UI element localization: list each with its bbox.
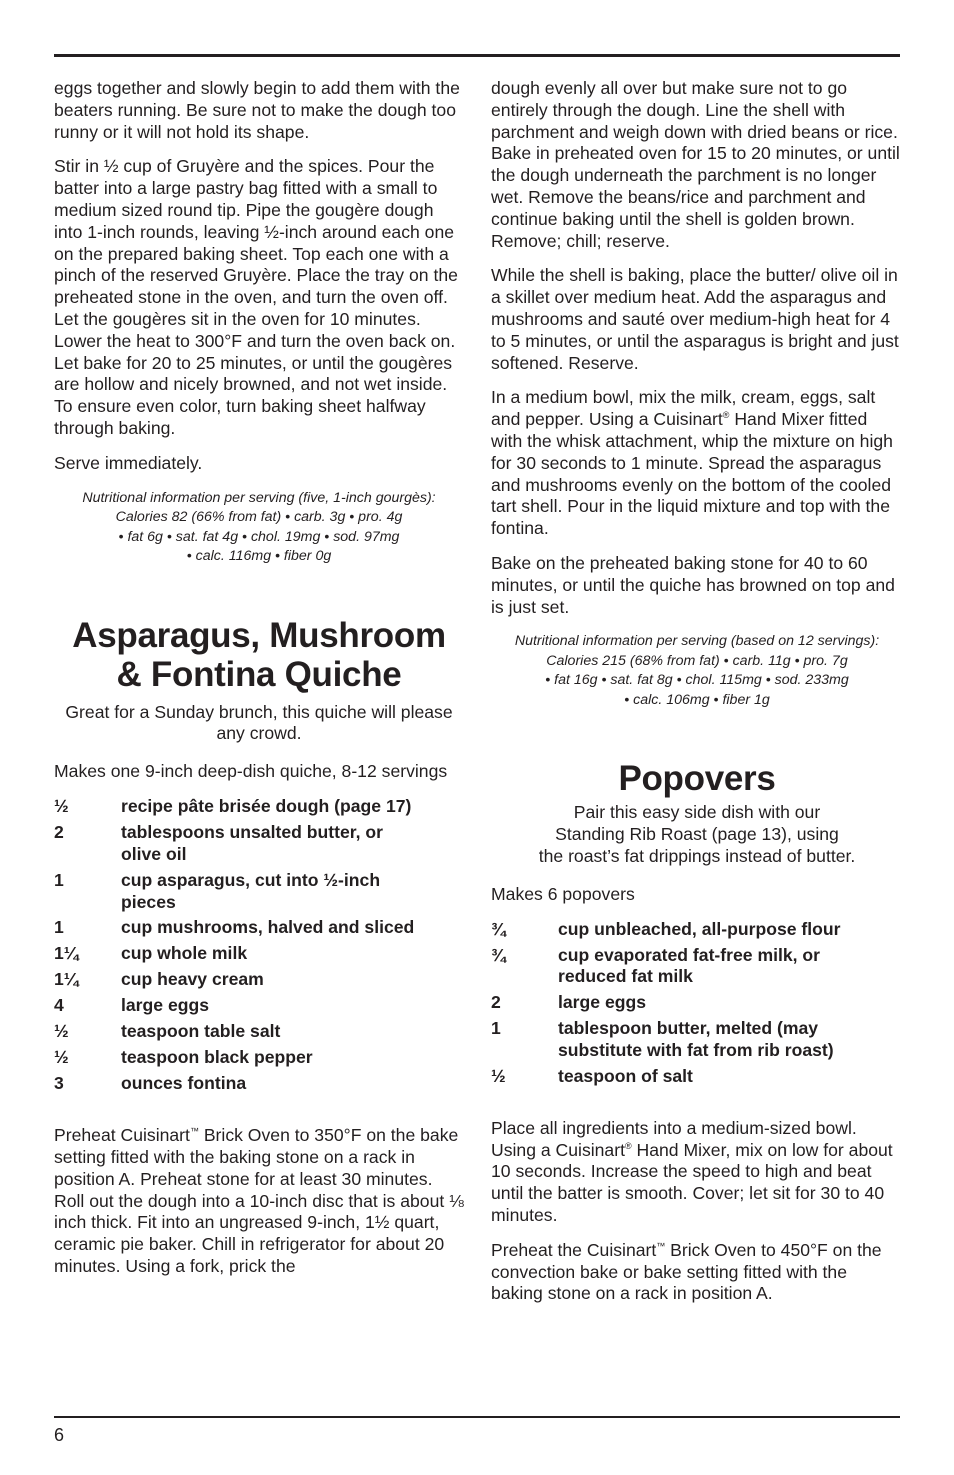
step-text: Place all ingredients into a medium-sized bowl. Using a Cuisinart (491, 1117, 857, 1160)
step-text: Preheat the Cuisinart (491, 1239, 657, 1260)
popovers-intro (491, 802, 903, 867)
gougere-serve-paragraph: Serve immediately. (54, 452, 203, 473)
registered-mark: ® (722, 410, 730, 421)
ingredient-quantity: 1¼ (54, 969, 79, 990)
ingredient-row (491, 1018, 903, 1062)
intro-line: Standing Rib Roast (page 13), using (555, 824, 839, 845)
quiche-title-line: & Fontina Quiche (116, 654, 402, 694)
ingredient-quantity: ½ (54, 795, 69, 816)
step-text: Brick Oven to 350°F on the bake setting fitted with the baking stone on a rack in position A. Preheat stone for at least 30 minutes. Roll out the dough into a 10-inch disc that is about ⅛ inch thick. Fit into an ungreased 9-inch, 1½ quart, ceramic pie baker. Chill in refrigerator for about 20 minutes. Using a fork, prick the (54, 1125, 464, 1276)
quiche-step-paragraph: While the shell is baking, place the butter/ olive oil in a skillet over medium heat. Add the asparagus and mushrooms and sauté over medium-high heat for 4 to 5 minutes, or until the asparagus is bright and just softened. Reserve. (491, 265, 899, 373)
quiche-ingredient-list (54, 796, 464, 1095)
ingredient-row (54, 917, 464, 939)
ingredient-quantity: 1 (491, 1018, 501, 1039)
quiche-step-paragraph: dough evenly all over but make sure not to go entirely through the dough. Line the shell with parchment and weigh down with dried beans or rice. Bake in preheated oven for 15 to 20 minutes, or until the dough underneath the parchment is no longer wet. Remove the beans/rice and parchment and continue baking until the shell is golden brown. Remove; chill; reserve. (491, 78, 900, 251)
popovers-yield: Makes 6 popovers (491, 883, 635, 904)
popovers-step-preheat (491, 1240, 903, 1305)
popovers-ingredient-list (491, 919, 903, 1088)
nutrition-line: • fat 16g • sat. fat 8g • chol. 115mg • sod. 233mg (545, 672, 849, 689)
ingredient-row (54, 1021, 464, 1043)
quiche-step-mix (491, 387, 903, 540)
left-column (54, 78, 464, 1278)
popovers-title: Popovers (618, 759, 776, 799)
ingredient-row (54, 870, 464, 914)
ingredient-quantity: 2 (491, 992, 501, 1013)
trademark-mark: ™ (189, 1126, 199, 1137)
ingredient-quantity: ½ (54, 1047, 69, 1068)
ingredient-row (54, 1047, 464, 1069)
gougere-step-paragraph: Stir in ½ cup of Gruyère and the spices. Pour the batter into a large pastry bag fitted with a small to medium sized round tip. Pipe the gougère dough into 1-inch rounds, leaving ½-inch around each one on the prepared baking sheet. Top each one with a pinch of the reserved Gruyère. Place the tray on the preheated stone in the oven, and turn the oven off. Let the gougères sit in the oven for 10 minutes. Lower the heat to 300°F and turn the oven back on. Let bake for 20 to 25 minutes, or until the gougères are hollow and nicely browned, and not wet inside. To ensure even color, turn baking sheet halfway through baking. (54, 156, 458, 438)
quiche-step-bake: Bake on the preheated baking stone for 40 to 60 minutes, or until the quiche has browned on top and is just set. (491, 552, 895, 617)
quiche-step-preheat (54, 1125, 464, 1278)
ingredient-quantity: 4 (54, 995, 64, 1016)
ingredient-description: cup heavy cream (121, 969, 264, 990)
nutrition-line: • calc. 106mg • fiber 1g (624, 691, 770, 708)
ingredient-row (54, 1073, 464, 1095)
ingredient-description: teaspoon black pepper (121, 1047, 313, 1068)
quiche-nutrition-info (491, 632, 903, 710)
bottom-rule (54, 1416, 900, 1418)
ingredient-description: ounces fontina (121, 1073, 247, 1094)
nutrition-line: Calories 215 (68% from fat) • carb. 11g • pro. 7g (546, 652, 848, 669)
nutrition-line: Nutritional information per serving (five, 1-inch gourgès): (82, 489, 436, 506)
ingredient-row (54, 943, 464, 965)
ingredient-row (491, 919, 903, 941)
ingredient-row (54, 995, 464, 1017)
quiche-title (54, 616, 464, 694)
step-text: Brick Oven to 450°F on the convection bake or bake setting fitted with the baking stone on a rack in position A. (491, 1239, 882, 1304)
quiche-intro: Great for a Sunday brunch, this quiche will please any crowd. (65, 701, 453, 744)
ingredient-row (54, 796, 464, 818)
ingredient-description: tablespoons unsalted butter, or olive oil (121, 821, 383, 864)
gougere-nutrition-info (54, 489, 464, 567)
ingredient-description: cup evaporated fat-free milk, or reduced fat milk (558, 944, 821, 987)
ingredient-row (491, 945, 903, 989)
ingredient-description: cup whole milk (121, 943, 248, 964)
ingredient-description: large eggs (121, 995, 210, 1016)
nutrition-line: • calc. 116mg • fiber 0g (186, 548, 332, 565)
step-text: Hand Mixer fitted with the whisk attachment, whip the mixture on high for 30 seconds to 1 minute. Spread the asparagus and mushrooms evenly on the bottom of the cooled tart shell. Pour in the liquid mixture and top with the fontina. (491, 409, 893, 539)
popovers-step-mix (491, 1118, 903, 1227)
ingredient-row (54, 822, 464, 866)
quiche-title-line: Asparagus, Mushroom (72, 615, 446, 655)
step-text: In a medium bowl, mix the milk, cream, eggs, salt and pepper. Using a Cuisinart (491, 387, 876, 430)
ingredient-description: recipe pâte brisée dough (page 17) (121, 795, 412, 816)
trademark-mark: ™ (656, 1240, 666, 1251)
ingredient-description: teaspoon table salt (121, 1021, 281, 1042)
intro-line: the roast’s fat drippings instead of butter. (538, 845, 856, 866)
ingredient-description: cup unbleached, all-purpose flour (558, 918, 841, 939)
top-rule (54, 54, 900, 57)
ingredient-description: tablespoon butter, melted (may substitute with fat from rib roast) (558, 1018, 834, 1061)
page-number: 6 (54, 1425, 65, 1445)
ingredient-quantity: ½ (54, 1021, 69, 1042)
ingredient-description: cup asparagus, cut into ½-inch pieces (121, 869, 381, 912)
gougere-step-paragraph: eggs together and slowly begin to add them with the beaters running. Be sure not to make the dough too runny or it will not hold its shape. (54, 78, 460, 142)
step-text: Preheat Cuisinart (54, 1125, 190, 1146)
ingredient-row (491, 1066, 903, 1088)
ingredient-row (491, 992, 903, 1014)
ingredient-description: cup mushrooms, halved and sliced (121, 917, 415, 938)
ingredient-quantity: ¾ (491, 918, 506, 939)
ingredient-quantity: 1 (54, 917, 64, 938)
registered-mark: ® (624, 1140, 632, 1151)
ingredient-quantity: ½ (491, 1066, 506, 1087)
ingredient-quantity: 1 (54, 869, 64, 890)
intro-line: Pair this easy side dish with our (573, 802, 821, 823)
ingredient-description: teaspoon of salt (558, 1066, 693, 1087)
step-text: Hand Mixer, mix on low for about 10 seconds. Increase the speed to high and beat until the batter is smooth. Cover; let sit for 30 to 40 minutes. (491, 1139, 893, 1226)
quiche-yield: Makes one 9-inch deep-dish quiche, 8-12 servings (54, 761, 448, 782)
nutrition-line: • fat 6g • sat. fat 4g • chol. 19mg • sod. 97mg (118, 528, 400, 545)
ingredient-quantity: ¾ (491, 944, 506, 965)
ingredient-quantity: 2 (54, 821, 64, 842)
nutrition-line: Nutritional information per serving (based on 12 servings): (514, 633, 880, 650)
ingredient-description: large eggs (558, 992, 647, 1013)
ingredient-quantity: 3 (54, 1073, 64, 1094)
ingredient-quantity: 1¼ (54, 943, 79, 964)
right-column (491, 78, 903, 1305)
nutrition-line: Calories 82 (66% from fat) • carb. 3g • pro. 4g (115, 509, 403, 526)
ingredient-row (54, 969, 464, 991)
